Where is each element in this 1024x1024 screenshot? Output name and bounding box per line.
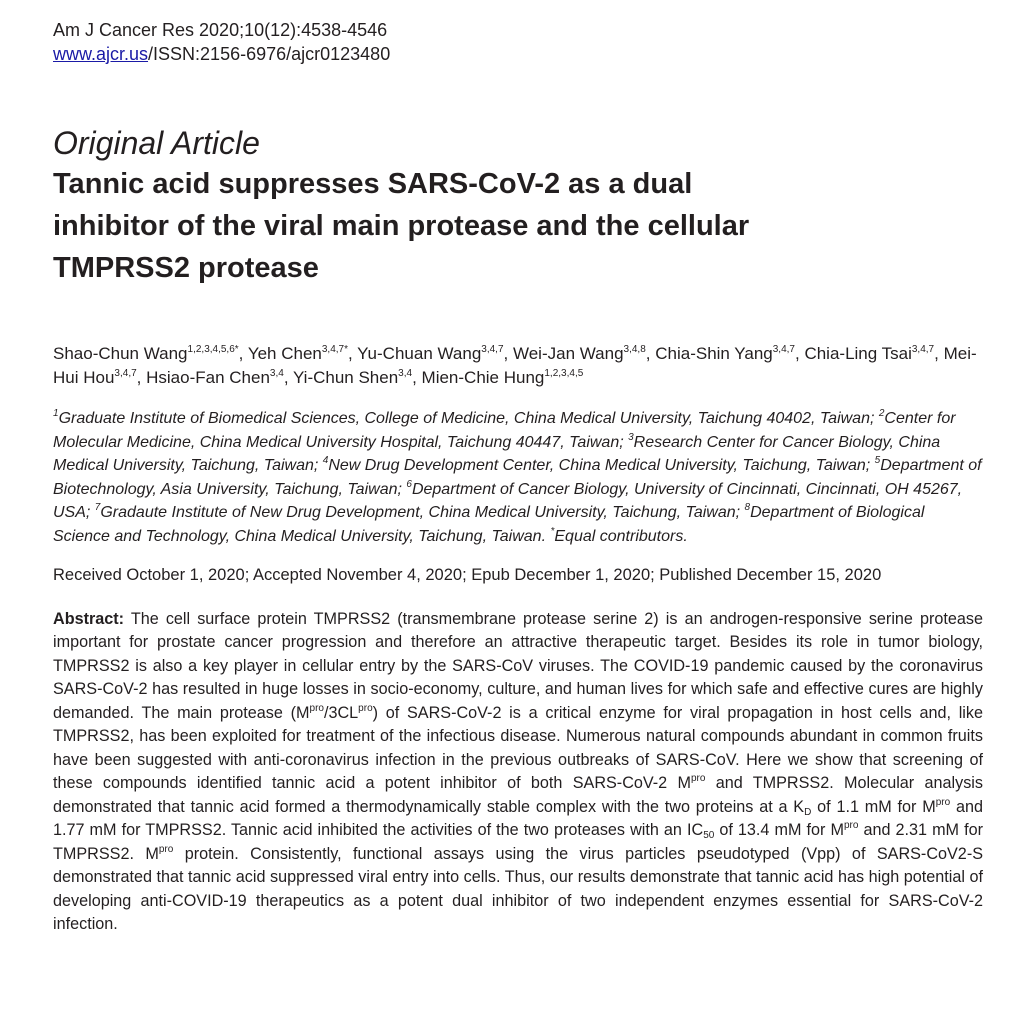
journal-issn: /ISSN:2156-6976/ajcr0123480 <box>148 44 391 64</box>
author-affiliation-marks: 3,4,7 <box>772 344 795 355</box>
paper-page <box>53 18 983 937</box>
affiliation-text: Gradaute Institute of New Drug Development, China Medical University, Taichung, Taiwan; <box>100 504 745 521</box>
publication-dates: Received October 1, 2020; Accepted November 4, 2020; Epub December 1, 2020; Published December 15, 2020 <box>53 566 882 584</box>
affiliation-text: New Drug Development Center, China Medical University, Taichung, Taiwan; <box>328 457 875 474</box>
abstract: Abstract: The cell surface protein TMPRSS2 (transmembrane protease serine 2) is an androgen-responsive serine protease important for prostate cancer progression and therefore an attractive therapeutic target. Besides its role in tumor biology, TMPRSS2 is also a key player in cellular entry by the SARS-CoV viruses. The COVID-19 pandemic caused by the coronavirus SARS-CoV-2 has resulted in huge losses in socio-economy, culture, and human lives for which safe and effective cures are highly demanded. The main protease $(M^{pro}/3CL^{pro})$ of SARS-CoV-2 is a critical enzyme for viral propagation in host cells and, like TMPRSS2, has been exploited for treatment of the infectious disease. Numerous natural compounds abundant in common fruits have been suggested with anti-coronavirus infection in the previous outbreaks of SARS-CoV. Here we show that screening of these compounds identified tannic acid a potent inhibitor of both SARS-CoV-2 $M^{pro}$ and TMPRSS2. Molecular analysis demonstrated that tannic acid formed a thermodynamically stable complex with the two proteins at a $K_D$ of 1.1 mM for $M^{pro}$ and 1.77 mM for TMPRSS2. Tannic acid inhibited the activities of the two proteases with an $IC_{50}$ of 13.4 mM for $M^{pro}$ and 2.31 mM for TMPRSS2. $M^{pro}$ protein. Consistently, functional assays using the virus particles pseudotyped (Vpp) of SARS-CoV2-S demonstrated that tannic acid suppressed viral entry into cells. Thus, our results demonstrate that tannic acid has high potential of developing anti-COVID-19 therapeutics as a potent dual inhibitor of two independent enzymes essential for SARS-CoV-2 infection. <box>53 609 984 933</box>
affiliation-number: 8 <box>744 502 751 513</box>
author-name: Yi-Chun Shen <box>292 368 399 387</box>
author-name: Chia-Ling Tsai <box>804 344 912 363</box>
affiliation-number: 7 <box>94 502 101 513</box>
author-name: Mei-Hui Hou <box>53 344 977 387</box>
affiliation-text: Research Center for Cancer Biology, China Medical University, Taichung, Taiwan; <box>53 433 941 474</box>
affiliation-text: Center for Molecular Medicine, China Medical University Hospital, Taichung 40447, Taiwan; <box>53 410 956 451</box>
affiliation-text: Department of Biotechnology, Asia University, Taichung, Taiwan; <box>53 457 982 498</box>
author-affiliation-marks: 1,2,3,4,5,6* <box>187 344 239 355</box>
author-list: Shao-Chun Wang$^{1,2,3,4,5,6*}$, Yeh Chen$^{3,4,7*}$, Yu-Chuan Wang$^{3,4,7}$, Wei-Jan Wang$^{3,4,8}$, Chia-Shin Yang$^{3,4,7}$, Chia-Ling Tsai$^{3,4,7}$, Mei-Hui Hou$^{3,4,7}$, Hsiao-Fan Chen$^{3,4}$, Yi-Chun Shen$^{3,4}$, Mien-Chie Hung$^{1,2,3,4,5}$ <box>53 344 977 387</box>
author-affiliation-marks: 3,4,7* <box>321 344 349 355</box>
author-affiliation-marks: 3,4,8 <box>623 344 646 355</box>
author-affiliation-marks: 3,4,7 <box>911 344 935 355</box>
author-name: Wei-Jan Wang <box>512 344 624 363</box>
affiliations <box>53 407 983 548</box>
affiliation-text: Department of Biological Science and Technology, China Medical University, Taichung, Taiwan. <box>53 504 925 545</box>
affiliation-number: 6 <box>406 478 412 490</box>
affiliation-number: 4 <box>322 455 329 466</box>
author-affiliation-marks: 1,2,3,4,5 <box>544 368 584 379</box>
author-affiliation-marks: 3,4 <box>269 368 284 379</box>
affiliation-number: 5 <box>874 455 881 466</box>
equal-contributor-note: Equal contributors. <box>554 527 688 545</box>
abstract-label: Abstract: <box>53 609 125 628</box>
affiliation-number: 1 <box>53 408 59 419</box>
author-name: Yeh Chen <box>247 344 322 363</box>
journal-url-link[interactable]: www.ajcr.us <box>53 44 149 64</box>
author-name: Hsiao-Fan Chen <box>146 368 270 387</box>
author-name: Yu-Chuan Wang <box>357 344 482 363</box>
author-name: Chia-Shin Yang <box>655 344 773 363</box>
journal-citation: Am J Cancer Res 2020;10(12):4538-4546 <box>53 20 388 40</box>
author-affiliation-marks: 3,4,7 <box>114 368 137 379</box>
journal-url-line <box>53 42 983 66</box>
affiliation-number: 2 <box>878 408 885 419</box>
affiliation-text: Department of Cancer Biology, University of Cincinnati, Cincinnati, OH 45267, USA; <box>53 480 963 521</box>
article-type: Original Article <box>53 125 260 161</box>
author-name: Shao-Chun Wang <box>53 344 188 363</box>
equal-contributor-mark: * <box>550 525 555 537</box>
author-affiliation-marks: 3,4,7 <box>481 344 504 355</box>
affiliation-text: Graduate Institute of Biomedical Sciences, College of Medicine, China Medical University, Taichung 40402, Taiwan; <box>58 410 879 427</box>
affiliation-number: 3 <box>628 431 634 443</box>
author-name: Mien-Chie Hung <box>421 368 545 387</box>
author-affiliation-marks: 3,4 <box>398 368 413 379</box>
journal-header <box>53 18 983 66</box>
article-title: Tannic acid suppresses SARS-CoV-2 as a dual inhibitor of the viral main protease and the cellular TMPRSS2 protease <box>53 168 750 284</box>
